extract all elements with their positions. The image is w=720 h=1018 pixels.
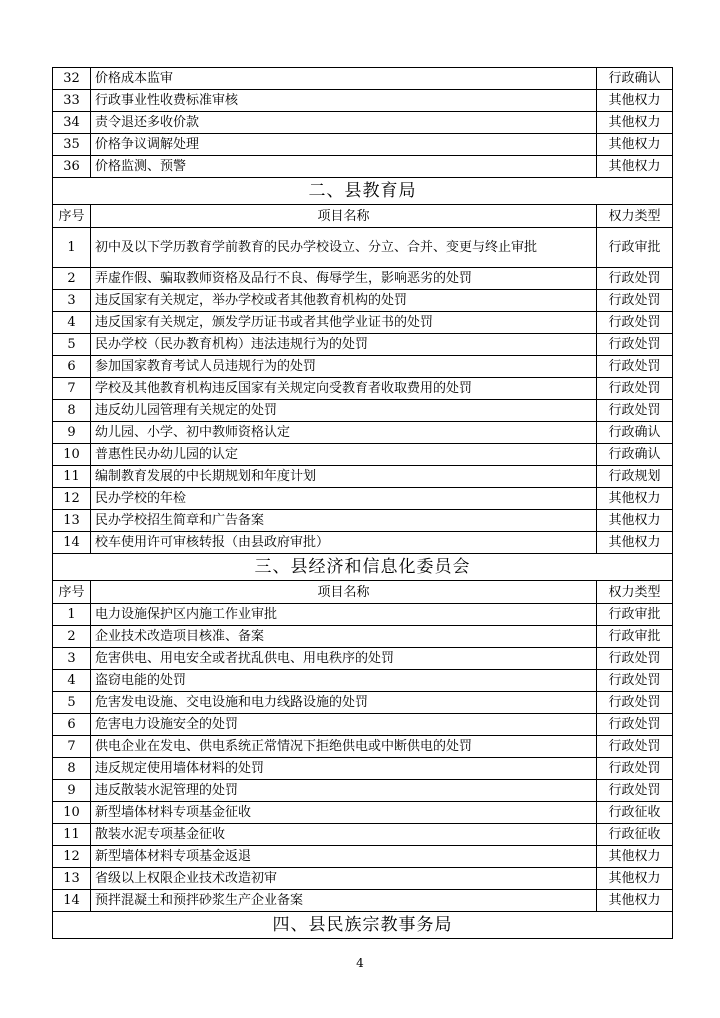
item-name: 危害发电设施、交电设施和电力线路设施的处罚 — [91, 692, 597, 714]
column-header-type: 权力类型 — [597, 581, 673, 604]
table-row — [53, 312, 673, 334]
row-number: 4 — [53, 312, 91, 334]
row-number: 3 — [53, 290, 91, 312]
item-name: 民办学校（民办教育机构）违法违规行为的处罚 — [91, 334, 597, 356]
table-row — [53, 604, 673, 626]
power-type: 行政处罚 — [597, 648, 673, 670]
power-type: 其他权力 — [597, 134, 673, 156]
row-number: 7 — [53, 378, 91, 400]
row-number: 36 — [53, 156, 91, 178]
row-number: 13 — [53, 510, 91, 532]
power-type: 行政规划 — [597, 466, 673, 488]
item-name: 编制教育发展的中长期规划和年度计划 — [91, 466, 597, 488]
table-row — [53, 670, 673, 692]
item-name: 校车使用许可审核转报（由县政府审批） — [91, 532, 597, 554]
section-header-row — [53, 554, 673, 581]
table-row — [53, 466, 673, 488]
power-type: 行政征收 — [597, 824, 673, 846]
item-name: 企业技术改造项目核准、备案 — [91, 626, 597, 648]
item-name: 供电企业在发电、供电系统正常情况下拒绝供电或中断供电的处罚 — [91, 736, 597, 758]
power-type: 行政处罚 — [597, 378, 673, 400]
column-header-name: 项目名称 — [91, 205, 597, 228]
column-header-num: 序号 — [53, 581, 91, 604]
row-number: 32 — [53, 68, 91, 90]
power-type: 行政处罚 — [597, 714, 673, 736]
table-row — [53, 648, 673, 670]
table-row — [53, 758, 673, 780]
item-name: 违反散装水泥管理的处罚 — [91, 780, 597, 802]
column-header-row — [53, 205, 673, 228]
power-type: 行政处罚 — [597, 356, 673, 378]
item-name: 违反国家有关规定，颁发学历证书或者其他学业证书的处罚 — [91, 312, 597, 334]
page-number: 4 — [356, 956, 364, 970]
table-row — [53, 378, 673, 400]
row-number: 34 — [53, 112, 91, 134]
power-type: 其他权力 — [597, 90, 673, 112]
item-name: 幼儿园、小学、初中教师资格认定 — [91, 422, 597, 444]
power-type: 行政处罚 — [597, 312, 673, 334]
row-number: 10 — [53, 802, 91, 824]
row-number: 6 — [53, 714, 91, 736]
power-list-table — [52, 67, 673, 939]
table-row — [53, 444, 673, 466]
item-name: 违反国家有关规定，举办学校或者其他教育机构的处罚 — [91, 290, 597, 312]
table-row — [53, 90, 673, 112]
row-number: 12 — [53, 846, 91, 868]
table-row — [53, 356, 673, 378]
section-title: 二、县教育局 — [53, 178, 673, 205]
power-type: 行政审批 — [597, 228, 673, 268]
table-row — [53, 422, 673, 444]
power-type: 行政审批 — [597, 626, 673, 648]
row-number: 14 — [53, 890, 91, 912]
row-number: 6 — [53, 356, 91, 378]
power-type: 其他权力 — [597, 846, 673, 868]
item-name: 普惠性民办幼儿园的认定 — [91, 444, 597, 466]
section-header-row — [53, 912, 673, 939]
column-header-row — [53, 581, 673, 604]
row-number: 11 — [53, 466, 91, 488]
row-number: 8 — [53, 400, 91, 422]
power-type: 行政处罚 — [597, 400, 673, 422]
row-number: 14 — [53, 532, 91, 554]
table-row — [53, 112, 673, 134]
table-row — [53, 68, 673, 90]
item-name: 违反幼儿园管理有关规定的处罚 — [91, 400, 597, 422]
table-row — [53, 714, 673, 736]
row-number: 9 — [53, 422, 91, 444]
item-name: 弄虚作假、骗取教师资格及品行不良、侮辱学生，影响恶劣的处罚 — [91, 268, 597, 290]
power-type: 其他权力 — [597, 488, 673, 510]
column-header-num: 序号 — [53, 205, 91, 228]
item-name: 责令退还多收价款 — [91, 112, 597, 134]
item-name: 危害供电、用电安全或者扰乱供电、用电秩序的处罚 — [91, 648, 597, 670]
item-name: 价格监测、预警 — [91, 156, 597, 178]
power-type: 行政处罚 — [597, 334, 673, 356]
table-row — [53, 780, 673, 802]
item-name: 民办学校的年检 — [91, 488, 597, 510]
table-row — [53, 156, 673, 178]
row-number: 9 — [53, 780, 91, 802]
column-header-type: 权力类型 — [597, 205, 673, 228]
table-row — [53, 400, 673, 422]
table-row — [53, 268, 673, 290]
power-type: 行政处罚 — [597, 692, 673, 714]
row-number: 2 — [53, 626, 91, 648]
item-name: 预拌混凝土和预拌砂浆生产企业备案 — [91, 890, 597, 912]
table-row — [53, 626, 673, 648]
row-number: 13 — [53, 868, 91, 890]
power-type: 行政确认 — [597, 444, 673, 466]
table-row — [53, 488, 673, 510]
item-name: 盗窃电能的处罚 — [91, 670, 597, 692]
power-type: 行政征收 — [597, 802, 673, 824]
item-name: 初中及以下学历教育学前教育的民办学校设立、分立、合并、变更与终止审批 — [91, 228, 597, 268]
row-number: 5 — [53, 334, 91, 356]
section-header-row — [53, 178, 673, 205]
row-number: 10 — [53, 444, 91, 466]
power-type: 其他权力 — [597, 510, 673, 532]
power-type: 行政处罚 — [597, 780, 673, 802]
column-header-name: 项目名称 — [91, 581, 597, 604]
item-name: 行政事业性收费标准审核 — [91, 90, 597, 112]
row-number: 1 — [53, 228, 91, 268]
power-type: 行政处罚 — [597, 670, 673, 692]
item-name: 违反规定使用墙体材料的处罚 — [91, 758, 597, 780]
power-type: 其他权力 — [597, 532, 673, 554]
item-name: 省级以上权限企业技术改造初审 — [91, 868, 597, 890]
power-type: 其他权力 — [597, 156, 673, 178]
row-number: 7 — [53, 736, 91, 758]
table-row — [53, 692, 673, 714]
row-number: 12 — [53, 488, 91, 510]
power-type: 行政审批 — [597, 604, 673, 626]
power-type: 行政确认 — [597, 68, 673, 90]
row-number: 11 — [53, 824, 91, 846]
power-type: 其他权力 — [597, 112, 673, 134]
item-name: 电力设施保护区内施工作业审批 — [91, 604, 597, 626]
row-number: 3 — [53, 648, 91, 670]
table-row — [53, 890, 673, 912]
table-row — [53, 802, 673, 824]
row-number: 35 — [53, 134, 91, 156]
table-body — [53, 68, 673, 939]
power-type: 行政确认 — [597, 422, 673, 444]
item-name: 价格成本监审 — [91, 68, 597, 90]
row-number: 5 — [53, 692, 91, 714]
power-type: 其他权力 — [597, 890, 673, 912]
item-name: 参加国家教育考试人员违规行为的处罚 — [91, 356, 597, 378]
power-type: 行政处罚 — [597, 290, 673, 312]
item-name: 价格争议调解处理 — [91, 134, 597, 156]
table-row — [53, 736, 673, 758]
section-title: 四、县民族宗教事务局 — [53, 912, 673, 939]
row-number: 1 — [53, 604, 91, 626]
power-type: 行政处罚 — [597, 758, 673, 780]
item-name: 学校及其他教育机构违反国家有关规定向受教育者收取费用的处罚 — [91, 378, 597, 400]
section-title: 三、县经济和信息化委员会 — [53, 554, 673, 581]
table-row — [53, 846, 673, 868]
row-number: 2 — [53, 268, 91, 290]
table-row — [53, 824, 673, 846]
table-row — [53, 532, 673, 554]
item-name: 民办学校招生简章和广告备案 — [91, 510, 597, 532]
item-name: 新型墙体材料专项基金征收 — [91, 802, 597, 824]
power-type: 行政处罚 — [597, 736, 673, 758]
row-number: 8 — [53, 758, 91, 780]
item-name: 散装水泥专项基金征收 — [91, 824, 597, 846]
power-type: 其他权力 — [597, 868, 673, 890]
table-row — [53, 134, 673, 156]
table-row — [53, 334, 673, 356]
item-name: 危害电力设施安全的处罚 — [91, 714, 597, 736]
table-row — [53, 868, 673, 890]
table-row — [53, 290, 673, 312]
row-number: 33 — [53, 90, 91, 112]
power-type: 行政处罚 — [597, 268, 673, 290]
row-number: 4 — [53, 670, 91, 692]
table-row — [53, 510, 673, 532]
item-name: 新型墙体材料专项基金返退 — [91, 846, 597, 868]
table-row — [53, 228, 673, 268]
